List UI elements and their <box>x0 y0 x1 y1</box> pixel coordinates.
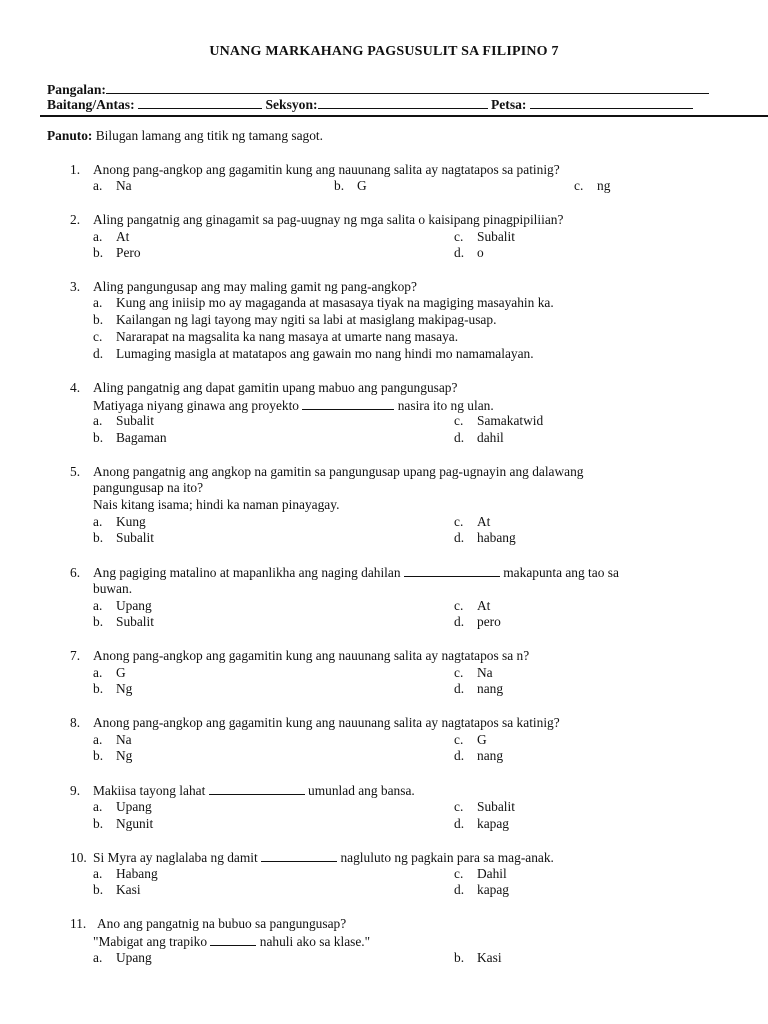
option-text: Subalit <box>477 799 515 814</box>
option-letter: c. <box>454 514 464 529</box>
option-3a[interactable] <box>93 295 554 311</box>
question-5 <box>70 464 584 480</box>
option-4d[interactable] <box>454 430 504 446</box>
instructions-label: Panuto: <box>47 128 93 143</box>
option-text: Ng <box>116 681 133 696</box>
option-6b[interactable] <box>93 614 154 630</box>
exam-title: UNANG MARKAHANG PAGSUSULIT SA FILIPINO 7 <box>209 44 559 59</box>
question-text: Anong pang-angkop ang gagamitin kung ang nauunang salita ay nagtatapos sa n? <box>93 648 530 663</box>
option-7b[interactable] <box>93 681 132 697</box>
option-9c[interactable] <box>454 799 515 815</box>
question-10 <box>70 849 554 866</box>
question-5-sentence: Nais kitang isama; hindi ka naman pinayagay. <box>93 497 340 512</box>
question-4 <box>70 380 457 396</box>
option-letter: b. <box>93 614 104 629</box>
question-number: 11. <box>70 916 87 931</box>
option-letter: c. <box>454 665 464 680</box>
option-letter: b. <box>93 681 104 696</box>
question-9 <box>70 782 415 799</box>
option-letter: a. <box>93 665 103 680</box>
info-row <box>47 95 693 113</box>
sentence-part: nahuli ako sa klase." <box>259 934 371 949</box>
section-label: Seksyon: <box>265 97 318 112</box>
option-2c[interactable] <box>454 229 515 245</box>
date-label: Petsa: <box>490 97 527 112</box>
answer-blank <box>210 933 256 946</box>
question-11-sentence <box>93 933 370 950</box>
option-letter: c. <box>454 866 464 881</box>
option-5b[interactable] <box>93 530 154 546</box>
option-8b[interactable] <box>93 748 132 764</box>
option-2b[interactable] <box>93 245 141 261</box>
sentence-part: Matiyaga niyang ginawa ang proyekto <box>93 398 300 413</box>
option-11a[interactable] <box>93 950 152 966</box>
option-text: At <box>477 514 491 529</box>
question-text: Anong pang-angkop ang gagamitin kung ang nauunang salita ay nagtatapos sa patinig? <box>93 162 560 177</box>
question-5-continuation: pangungusap na ito? <box>93 480 204 495</box>
option-letter: a. <box>93 514 103 529</box>
option-letter: b. <box>93 245 104 260</box>
option-4b[interactable] <box>93 430 167 446</box>
question-7 <box>70 648 529 664</box>
question-text: Anong pang-angkop ang gagamitin kung ang nauunang salita ay nagtatapos sa katinig? <box>93 715 560 730</box>
option-text: Kasi <box>116 882 141 897</box>
option-text: Upang <box>116 598 152 613</box>
option-text: Pero <box>116 245 141 260</box>
date-field[interactable] <box>530 95 693 109</box>
option-1a[interactable] <box>93 178 132 194</box>
option-letter: c. <box>574 178 584 193</box>
option-letter: b. <box>93 530 104 545</box>
option-text: Lumaging masigla at matatapos ang gawain mo nang hindi mo namamalayan. <box>116 346 534 361</box>
option-letter: a. <box>93 799 103 814</box>
option-letter: d. <box>454 882 465 897</box>
option-5d[interactable] <box>454 530 516 546</box>
option-text: Subalit <box>116 530 154 545</box>
option-letter: d. <box>454 748 465 763</box>
option-9d[interactable] <box>454 816 509 832</box>
option-text: habang <box>477 530 516 545</box>
question-6-continuation: buwan. <box>93 581 133 596</box>
option-letter: b. <box>93 748 104 763</box>
question-1 <box>70 162 560 178</box>
option-text: nang <box>477 681 504 696</box>
sentence-part: "Mabigat ang trapiko <box>93 934 208 949</box>
option-letter: b. <box>93 882 104 897</box>
question-2 <box>70 212 563 228</box>
option-10c[interactable] <box>454 866 507 882</box>
option-text: At <box>477 598 491 613</box>
option-5c[interactable] <box>454 514 490 530</box>
option-text: Kung ang iniisip mo ay magaganda at masasaya tiyak na magiging masayahin ka. <box>116 295 554 310</box>
option-text: At <box>116 229 130 244</box>
section-field[interactable] <box>318 95 488 109</box>
option-text: kapag <box>477 882 509 897</box>
option-text: kapag <box>477 816 509 831</box>
grade-label: Baitang/Antas: <box>47 97 135 112</box>
option-letter: d. <box>454 681 465 696</box>
question-number: 10. <box>70 850 87 865</box>
question-number: 8. <box>70 715 81 730</box>
name-field[interactable] <box>106 80 709 94</box>
grade-field[interactable] <box>138 95 262 109</box>
option-text: Ng <box>116 748 133 763</box>
question-3 <box>70 279 417 295</box>
question-text: Aling pangatnig ang ginagamit sa pag-uugnay ng mga salita o kaisipang pinagpipiliian? <box>93 212 564 227</box>
question-text: Si Myra ay naglalaba ng damit <box>93 850 258 865</box>
option-text: Upang <box>116 950 152 965</box>
option-1b[interactable] <box>334 178 367 194</box>
sentence-part: nagluluto ng pagkain para sa mag-anak. <box>340 850 554 865</box>
option-letter: a. <box>93 950 103 965</box>
option-9a[interactable] <box>93 799 152 815</box>
option-text: o <box>477 245 484 260</box>
option-letter: d. <box>454 614 465 629</box>
option-text: Subalit <box>116 614 154 629</box>
option-letter: c. <box>454 229 464 244</box>
option-letter: a. <box>93 598 103 613</box>
answer-blank <box>209 782 305 795</box>
option-letter: c. <box>454 732 464 747</box>
option-letter: d. <box>454 245 465 260</box>
option-text: dahil <box>477 430 504 445</box>
question-text: Ano ang pangatnig na bubuo sa pangungusap? <box>97 916 347 931</box>
option-text: Dahil <box>477 866 507 881</box>
option-9b[interactable] <box>93 816 153 832</box>
question-6 <box>70 564 619 581</box>
option-8a[interactable] <box>93 732 132 748</box>
answer-blank <box>261 849 337 862</box>
option-letter: b. <box>93 312 104 327</box>
option-letter: b. <box>93 430 104 445</box>
option-letter: c. <box>454 598 464 613</box>
question-number: 9. <box>70 783 81 798</box>
question-text: Aling pangatnig ang dapat gamitin upang mabuo ang pangungusap? <box>93 380 458 395</box>
option-10b[interactable] <box>93 882 141 898</box>
option-2a[interactable] <box>93 229 129 245</box>
option-text: Subalit <box>477 229 515 244</box>
option-4c[interactable] <box>454 413 543 429</box>
option-7c[interactable] <box>454 665 493 681</box>
option-letter: c. <box>454 413 464 428</box>
question-number: 5. <box>70 464 81 479</box>
option-text: Bagaman <box>116 430 167 445</box>
option-10d[interactable] <box>454 882 509 898</box>
option-3b[interactable] <box>93 312 496 328</box>
option-1c[interactable] <box>574 178 610 194</box>
option-text: pero <box>477 614 501 629</box>
question-text: Makiisa tayong lahat <box>93 783 206 798</box>
option-letter: a. <box>93 413 103 428</box>
option-text: Subalit <box>116 413 154 428</box>
sentence-part: umunlad ang bansa. <box>308 783 415 798</box>
option-letter: b. <box>334 178 345 193</box>
sentence-part: makapunta ang tao sa <box>503 565 619 580</box>
option-text: G <box>357 178 367 193</box>
question-11 <box>70 916 346 932</box>
option-11b[interactable] <box>454 950 502 966</box>
option-6a[interactable] <box>93 598 152 614</box>
option-5a[interactable] <box>93 514 146 530</box>
option-text: Na <box>116 178 132 193</box>
option-letter: c. <box>93 329 103 344</box>
option-letter: d. <box>454 816 465 831</box>
option-text: Kasi <box>477 950 502 965</box>
question-4-sentence <box>93 397 494 414</box>
instructions <box>47 128 323 144</box>
option-letter: d. <box>93 346 104 361</box>
instructions-text: Bilugan lamang ang titik ng tamang sagot. <box>95 128 323 143</box>
option-letter: a. <box>93 295 103 310</box>
option-2d[interactable] <box>454 245 484 261</box>
option-8d[interactable] <box>454 748 503 764</box>
question-text: Anong pangatnig ang angkop na gamitin sa pangungusap upang pag-ugnayin ang dalawang <box>93 464 584 479</box>
option-letter: a. <box>93 229 103 244</box>
option-text: Na <box>116 732 132 747</box>
option-letter: c. <box>454 799 464 814</box>
option-text: ng <box>597 178 611 193</box>
answer-blank <box>302 397 394 410</box>
option-3d[interactable] <box>93 346 534 362</box>
question-number: 3. <box>70 279 81 294</box>
option-text: Na <box>477 665 493 680</box>
answer-blank <box>404 564 500 577</box>
name-label: Pangalan: <box>47 82 106 97</box>
question-number: 4. <box>70 380 81 395</box>
option-letter: a. <box>93 732 103 747</box>
option-letter: b. <box>454 950 465 965</box>
option-text: G <box>477 732 487 747</box>
option-text: Nararapat na magsalita ka nang masaya at umarte nang masaya. <box>116 329 459 344</box>
option-3c[interactable] <box>93 329 458 345</box>
option-10a[interactable] <box>93 866 158 882</box>
option-letter: d. <box>454 430 465 445</box>
question-number: 2. <box>70 212 81 227</box>
question-number: 7. <box>70 648 81 663</box>
question-number: 1. <box>70 162 81 177</box>
question-8 <box>70 715 560 731</box>
option-8c[interactable] <box>454 732 487 748</box>
option-7d[interactable] <box>454 681 503 697</box>
question-number: 6. <box>70 565 81 580</box>
question-text: Aling pangungusap ang may maling gamit ng pang-angkop? <box>93 279 417 294</box>
sentence-part: nasira ito ng ulan. <box>397 398 494 413</box>
option-6c[interactable] <box>454 598 490 614</box>
option-text: G <box>116 665 126 680</box>
option-letter: d. <box>454 530 465 545</box>
option-text: Ngunit <box>116 816 154 831</box>
option-6d[interactable] <box>454 614 501 630</box>
question-text: Ang pagiging matalino at mapanlikha ang naging dahilan <box>93 565 401 580</box>
option-text: Kung <box>116 514 146 529</box>
option-letter: a. <box>93 178 103 193</box>
option-letter: b. <box>93 816 104 831</box>
option-7a[interactable] <box>93 665 126 681</box>
option-text: nang <box>477 748 504 763</box>
option-text: Samakatwid <box>477 413 544 428</box>
header-divider <box>40 115 768 117</box>
option-text: Kailangan ng lagi tayong may ngiti sa labi at masiglang makipag-usap. <box>116 312 497 327</box>
option-4a[interactable] <box>93 413 154 429</box>
option-letter: a. <box>93 866 103 881</box>
option-text: Habang <box>116 866 158 881</box>
option-text: Upang <box>116 799 152 814</box>
